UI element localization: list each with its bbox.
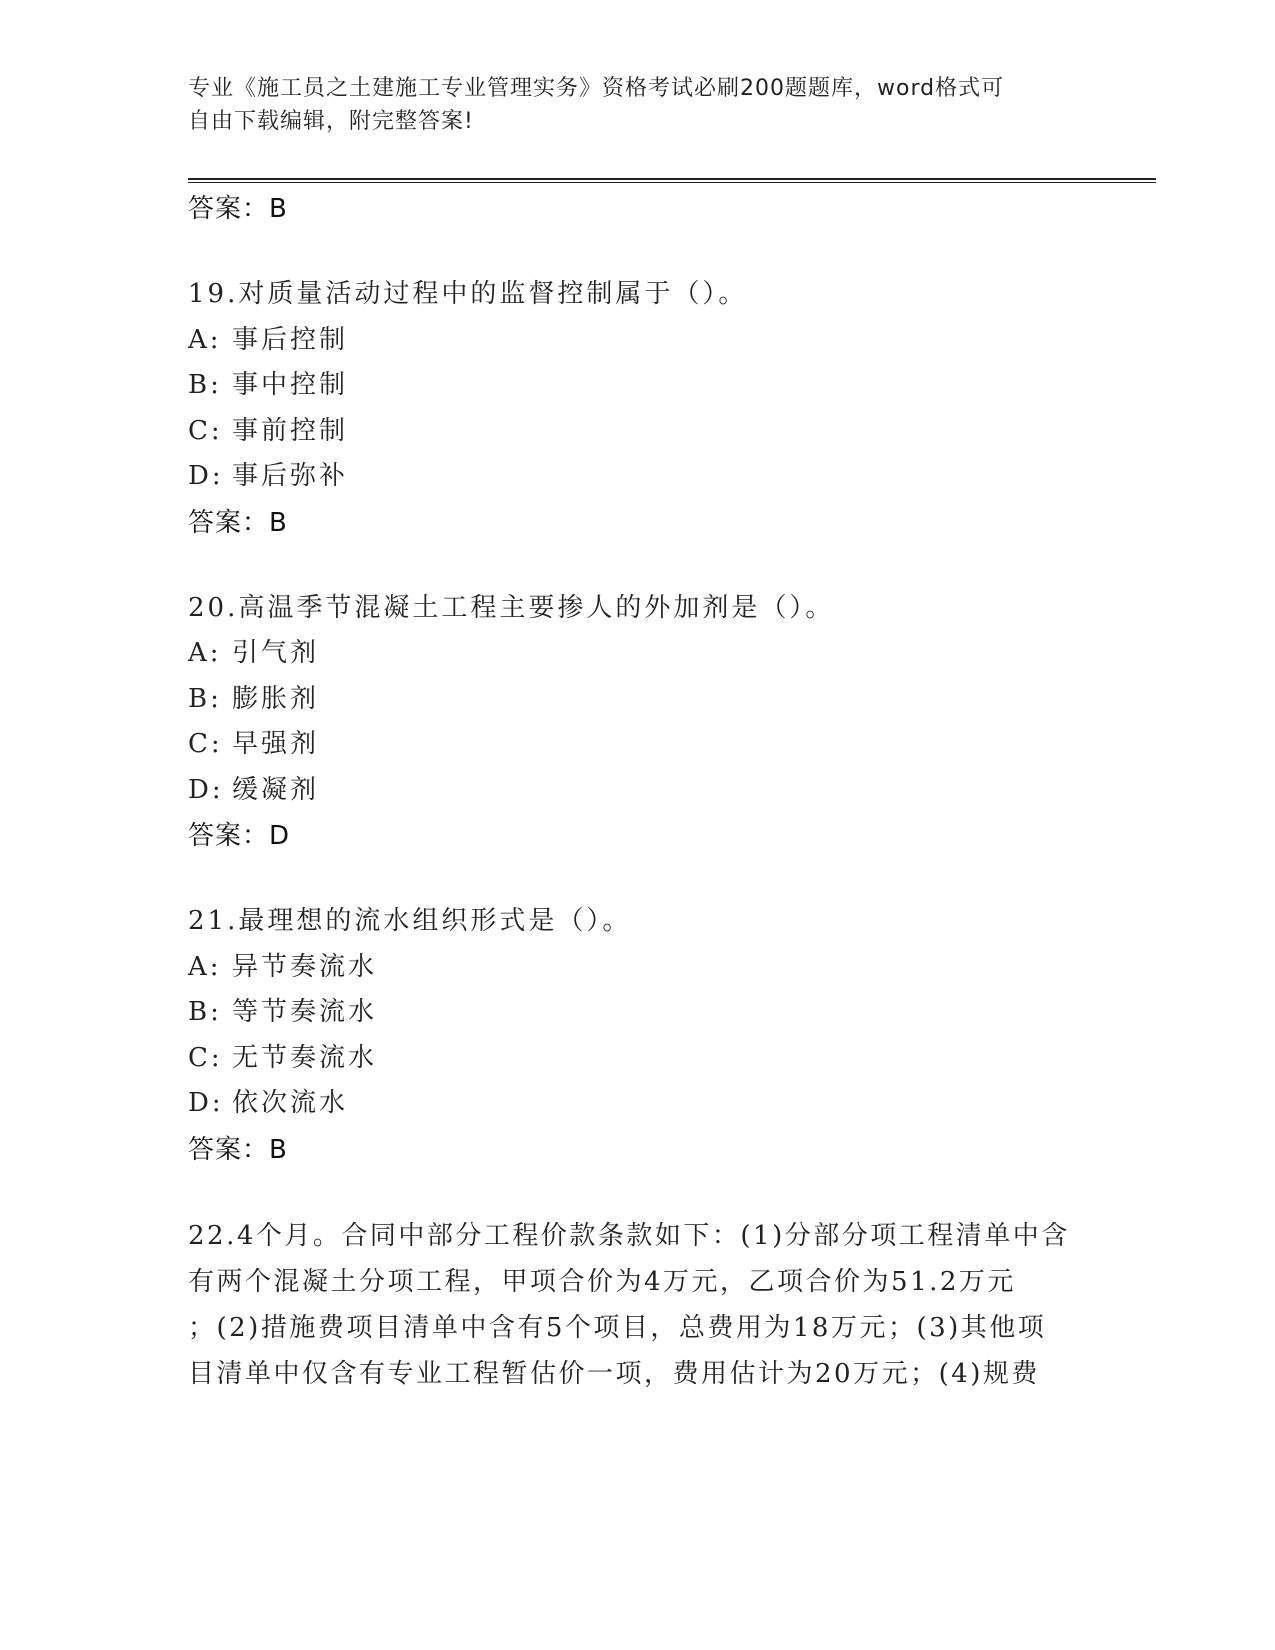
option-text: 引气剂 (232, 638, 320, 668)
option-text: 事后控制 (232, 324, 349, 355)
header-divider (188, 178, 1156, 183)
paragraph-line: 目清单中仅含有专业工程暂估价一项，费用估计为20万元；(4)规费 (188, 1358, 1040, 1389)
option-b (188, 363, 1088, 409)
answer-line: 答案：B (188, 507, 288, 538)
option-text: 缓凝剂 (232, 774, 320, 805)
paragraph-line: ；(2)措施费项目清单中含有5个项目，总费用为18万元；(3)其他项 (188, 1312, 1047, 1343)
option-letter: B: (188, 997, 222, 1027)
option-a (188, 631, 1088, 677)
option-letter: D: (188, 774, 224, 805)
option-text: 膨胀剂 (232, 683, 320, 714)
option-d (188, 1081, 1088, 1127)
option-text: 无节奏流水 (232, 1042, 378, 1073)
document-body (188, 186, 1088, 1397)
option-letter: D: (188, 461, 224, 491)
option-letter: C: (188, 1042, 223, 1073)
option-a (188, 318, 1088, 364)
option-letter: B: (188, 370, 222, 400)
option-text: 异节奏流水 (232, 951, 378, 982)
question-stem: 21.最理想的流水组织形式是（）。 (188, 906, 632, 936)
question-stem: 19.对质量活动过程中的监督控制属于（）。 (188, 279, 748, 309)
option-letter: A: (188, 324, 222, 355)
option-letter: C: (188, 729, 223, 759)
option-a (188, 945, 1088, 991)
option-b (188, 990, 1088, 1036)
option-text: 事中控制 (232, 370, 349, 400)
option-c (188, 1036, 1088, 1082)
option-letter: D: (188, 1088, 224, 1118)
page-header (188, 72, 1068, 138)
option-letter: B: (188, 683, 222, 714)
question-19 (188, 272, 1088, 546)
option-text: 早强剂 (232, 729, 320, 759)
answer-line: 答案：B (188, 1134, 288, 1165)
option-text: 依次流水 (232, 1088, 349, 1118)
option-b (188, 677, 1088, 723)
option-text: 等节奏流水 (232, 997, 378, 1027)
option-c (188, 409, 1088, 455)
answer-line: 答案：D (188, 821, 291, 851)
option-d (188, 768, 1088, 814)
option-letter: A: (188, 638, 222, 668)
question-22 (188, 1213, 1088, 1397)
paragraph-line: 22.4个月。合同中部分工程价款条款如下：(1)分部分项工程清单中含 (188, 1220, 1070, 1251)
option-text: 事前控制 (232, 415, 349, 446)
option-d (188, 454, 1088, 500)
option-text: 事后弥补 (232, 461, 349, 491)
header-line-2: 自由下载编辑，附完整答案! (188, 109, 474, 134)
answer-line: 答案：B (188, 194, 288, 224)
paragraph-line: 有两个混凝土分项工程，甲项合价为4万元，乙项合价为51.2万元 (188, 1266, 1016, 1297)
question-20 (188, 586, 1088, 860)
header-line-1: 专业《施工员之土建施工专业管理实务》资格考试必刷200题题库，word格式可 (188, 76, 1005, 101)
question-21 (188, 899, 1088, 1173)
option-letter: C: (188, 415, 223, 446)
question-stem: 20.高温季节混凝土工程主要掺人的外加剂是（）。 (188, 592, 835, 623)
option-c (188, 722, 1088, 768)
option-letter: A: (188, 951, 222, 982)
